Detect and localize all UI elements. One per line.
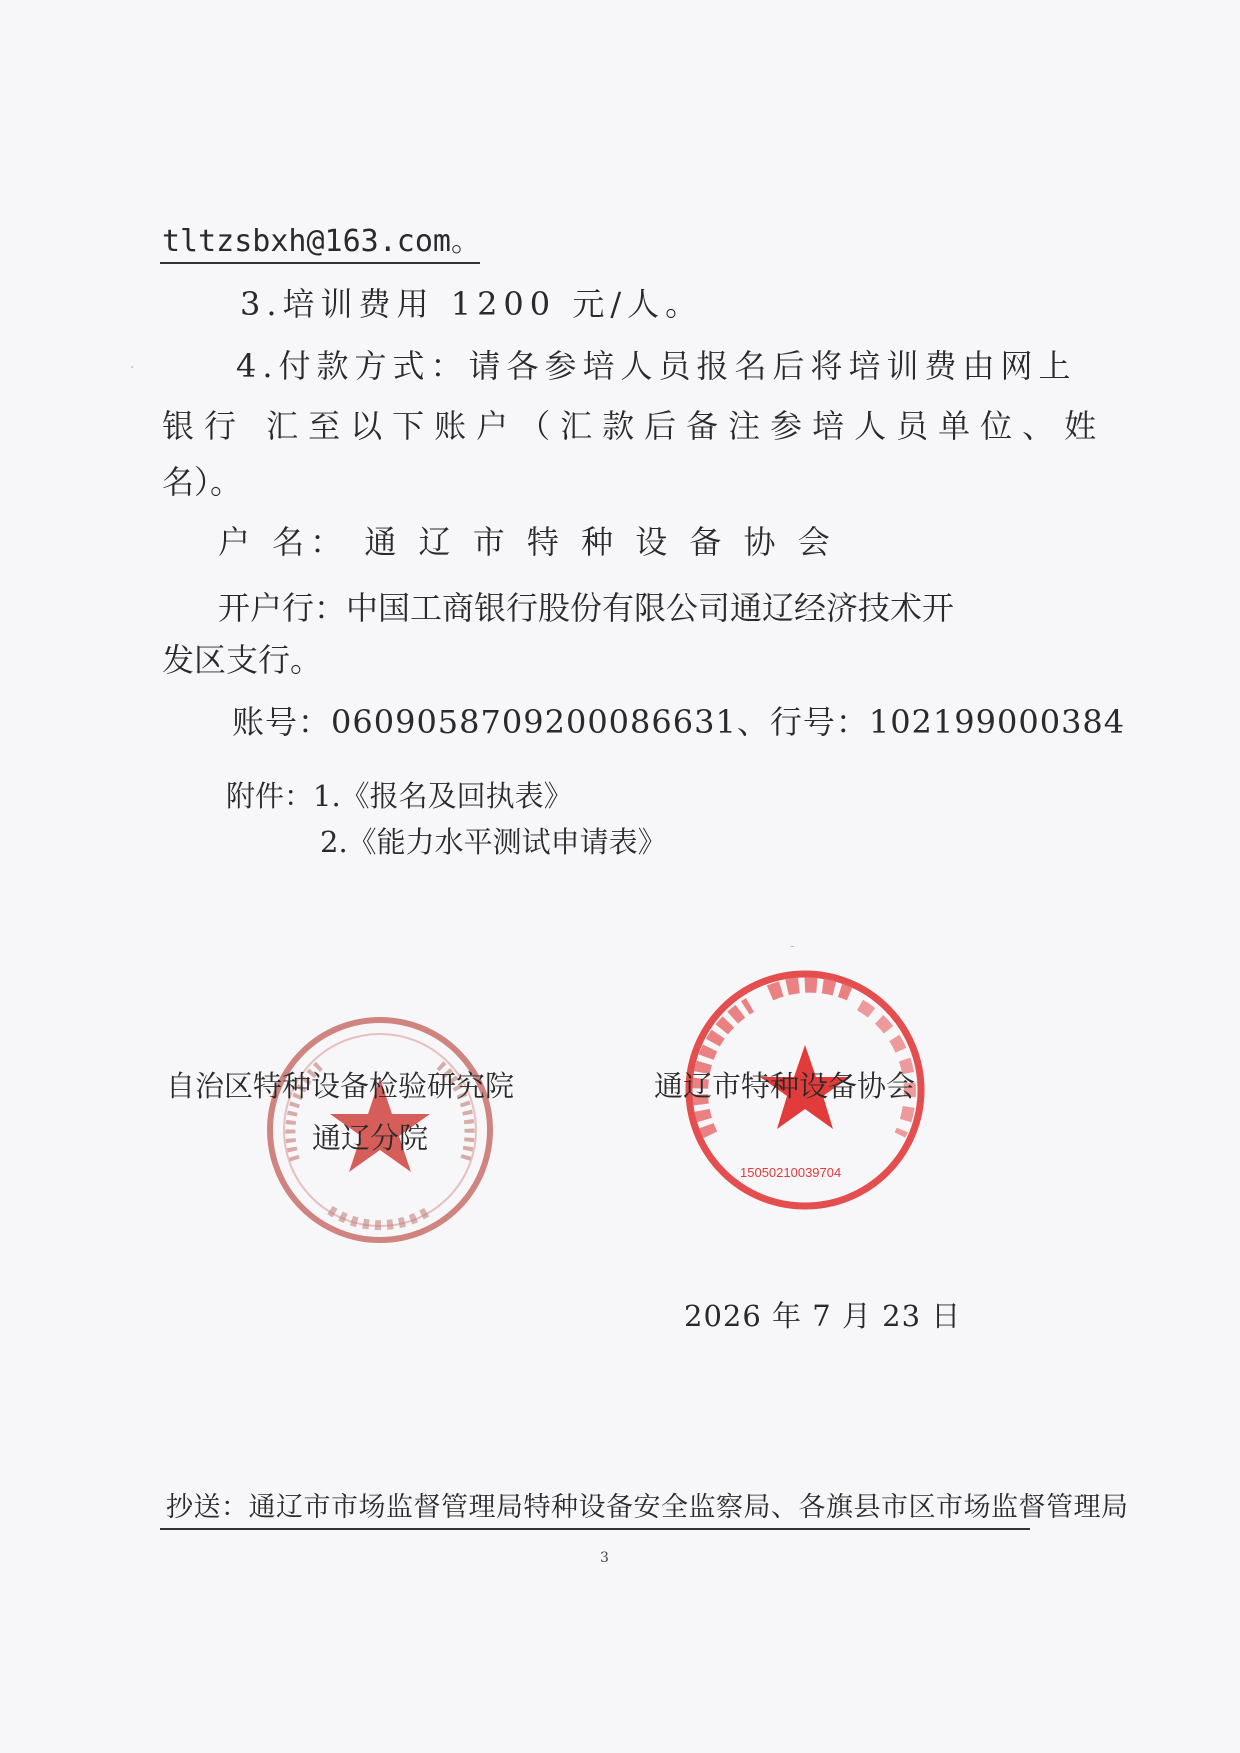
account-number: 账号：0609058709200086631、行号：102199000384 — [232, 703, 1126, 741]
email-underline — [160, 262, 480, 264]
account-name: 户 名： 通 辽 市 特 种 设 备 协 会 — [218, 523, 836, 561]
cc-underline — [160, 1528, 1030, 1530]
scan-mark: · — [130, 360, 135, 376]
email-line: tltzsbxh@163.com。 — [162, 224, 481, 259]
fee-item: 3.培训费用 1200 元/人。 — [240, 285, 704, 323]
bank-line-2: 发区支行。 — [162, 641, 323, 679]
payment-method-line-2: 银行 汇至以下账户（汇款后备注参培人员单位、姓 — [162, 407, 1107, 445]
attachment-1: 附件：1.《报名及回执表》 — [226, 779, 573, 813]
seal-number: 15050210039704 — [740, 1165, 842, 1180]
signature-right-org: 通辽市特种设备协会 — [654, 1069, 916, 1103]
scan-mark: - — [790, 938, 795, 954]
issue-date: 2026 年 7 月 23 日 — [684, 1299, 962, 1333]
bank-line-1: 开户行：中国工商银行股份有限公司通辽经济技术开 — [218, 589, 955, 627]
signature-left-org: 自治区特种设备检验研究院 — [166, 1069, 515, 1103]
page-number: 3 — [600, 1550, 609, 1566]
attachment-2: 2.《能力水平测试申请表》 — [320, 825, 667, 859]
payment-method-line-3: 名）。 — [162, 463, 243, 501]
signature-left-branch: 通辽分院 — [312, 1121, 429, 1155]
cc-line: 抄送：通辽市市场监督管理局特种设备安全监察局、各旗县市区市场监督管理局 — [166, 1492, 1129, 1523]
payment-method-line-1: 4.付款方式：请各参培人员报名后将培训费由网上 — [236, 347, 1077, 385]
